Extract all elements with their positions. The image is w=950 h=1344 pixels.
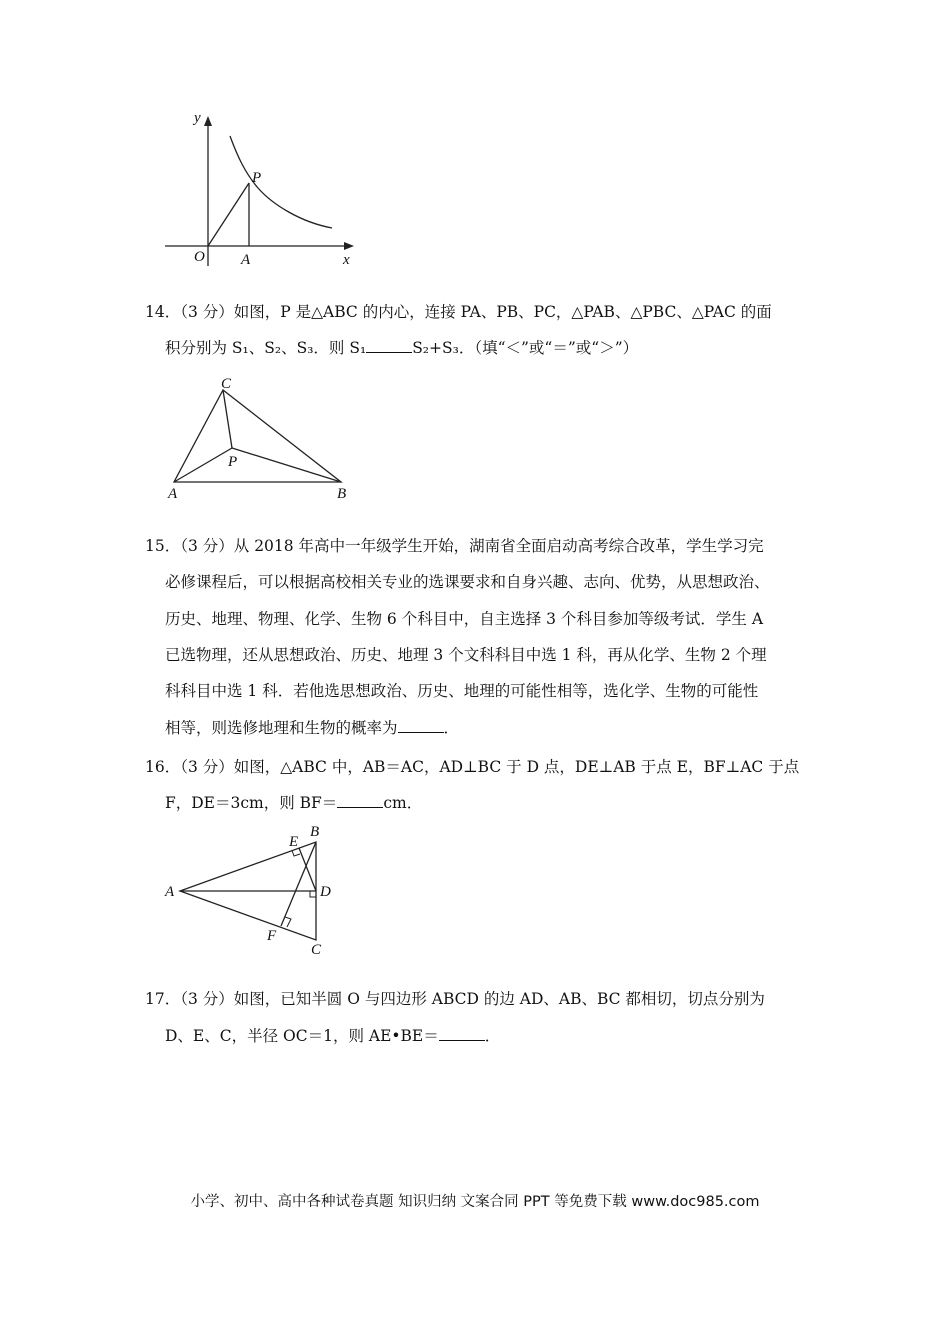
q17-line2-end: ． [484, 1027, 501, 1045]
label-O: O [194, 249, 205, 265]
q15-line3: 历史、地理、物理、化学、生物 6 个科目中，自主选择 3 个科目参加等级考试．学生 A [165, 610, 764, 628]
q17-line2-start: D、E、C，半径 OC＝1，则 AE•BE＝ [165, 1027, 439, 1045]
label-C: C [311, 942, 322, 958]
q14-line2 [165, 330, 638, 366]
triangle-ABC [174, 390, 341, 482]
q15-line5: 科科目中选 1 科．若他选思想政治、历史、地理的可能性相等，选化学、生物的可能性 [165, 682, 759, 700]
q15-answer-blank[interactable] [398, 717, 444, 733]
right-angle-D [310, 891, 316, 897]
q14-answer-blank[interactable] [366, 337, 412, 353]
right-angle-E [292, 851, 300, 857]
label-A: A [168, 486, 178, 502]
q14-line2-end: S₂+S₃．（填“＜”或“＝”或“＞”） [412, 339, 639, 357]
q14-line1: 14．（3 分）如图，P 是△ABC 的内心，连接 PA、PB、PC，△PAB、△PBC、△PAC 的面 [145, 303, 772, 321]
q15-line6-start: 相等，则选修地理和生物的概率为 [165, 719, 398, 737]
segment-DE [299, 848, 316, 891]
segment-OP [208, 183, 249, 246]
q17-line1: 17．（3 分）如图，已知半圆 O 与四边形 ABCD 的边 AD、AB、BC 都相切，切点分别为 [145, 990, 765, 1008]
figure-13-graph [160, 108, 370, 270]
label-P: P [252, 170, 262, 186]
q17-answer-blank[interactable] [439, 1025, 485, 1041]
q16-line1: 16．（3 分）如图，△ABC 中，AB＝AC，AD⊥BC 于 D 点，DE⊥AB 于点 E，BF⊥AC 于点 [145, 758, 800, 776]
right-angle-F [285, 917, 291, 927]
q16-line2 [165, 785, 422, 821]
segment-PB [232, 448, 341, 482]
label-D: D [320, 884, 331, 900]
figure-16-triangle [160, 820, 345, 958]
label-x: x [343, 252, 350, 268]
q16-answer-blank[interactable] [337, 792, 383, 808]
q16-line2-start: F，DE＝3cm，则 BF＝ [165, 794, 338, 812]
label-E: E [289, 834, 299, 850]
q15-line2: 必修课程后，可以根据高校相关专业的选课要求和自身兴趣、志向、优势，从思想政治、 [165, 573, 770, 591]
label-A: A [165, 884, 175, 900]
q16-line2-end: cm． [383, 794, 423, 812]
label-B: B [310, 824, 320, 840]
y-axis-arrow [204, 116, 212, 126]
label-y: y [194, 110, 201, 126]
label-A: A [241, 252, 251, 268]
label-B: B [337, 486, 347, 502]
q15-line6 [165, 710, 459, 746]
q17-line2 [165, 1018, 500, 1054]
figure-14-triangle [165, 370, 365, 505]
hyperbola-curve [230, 136, 332, 228]
segment-PC [223, 390, 232, 448]
q15-line6-end: ． [443, 719, 460, 737]
q14-line2-start: 积分别为 S₁、S₂、S₃．则 S₁ [165, 339, 367, 357]
label-C: C [221, 376, 232, 392]
page-footer: 小学、初中、高中各种试卷真题 知识归纳 文案合同 PPT 等免费下载 www.doc985.com [190, 1194, 760, 1210]
x-axis-arrow [344, 242, 354, 250]
q15-line1: 15．（3 分）从 2018 年高中一年级学生开始，湖南省全面启动高考综合改革，学生学习完 [145, 537, 764, 555]
label-P: P [228, 454, 238, 470]
q15-line4: 已选物理，还从思想政治、历史、地理 3 个文科科目中选 1 科，再从化学、生物 2 个理 [165, 646, 767, 664]
label-F: F [267, 928, 277, 944]
